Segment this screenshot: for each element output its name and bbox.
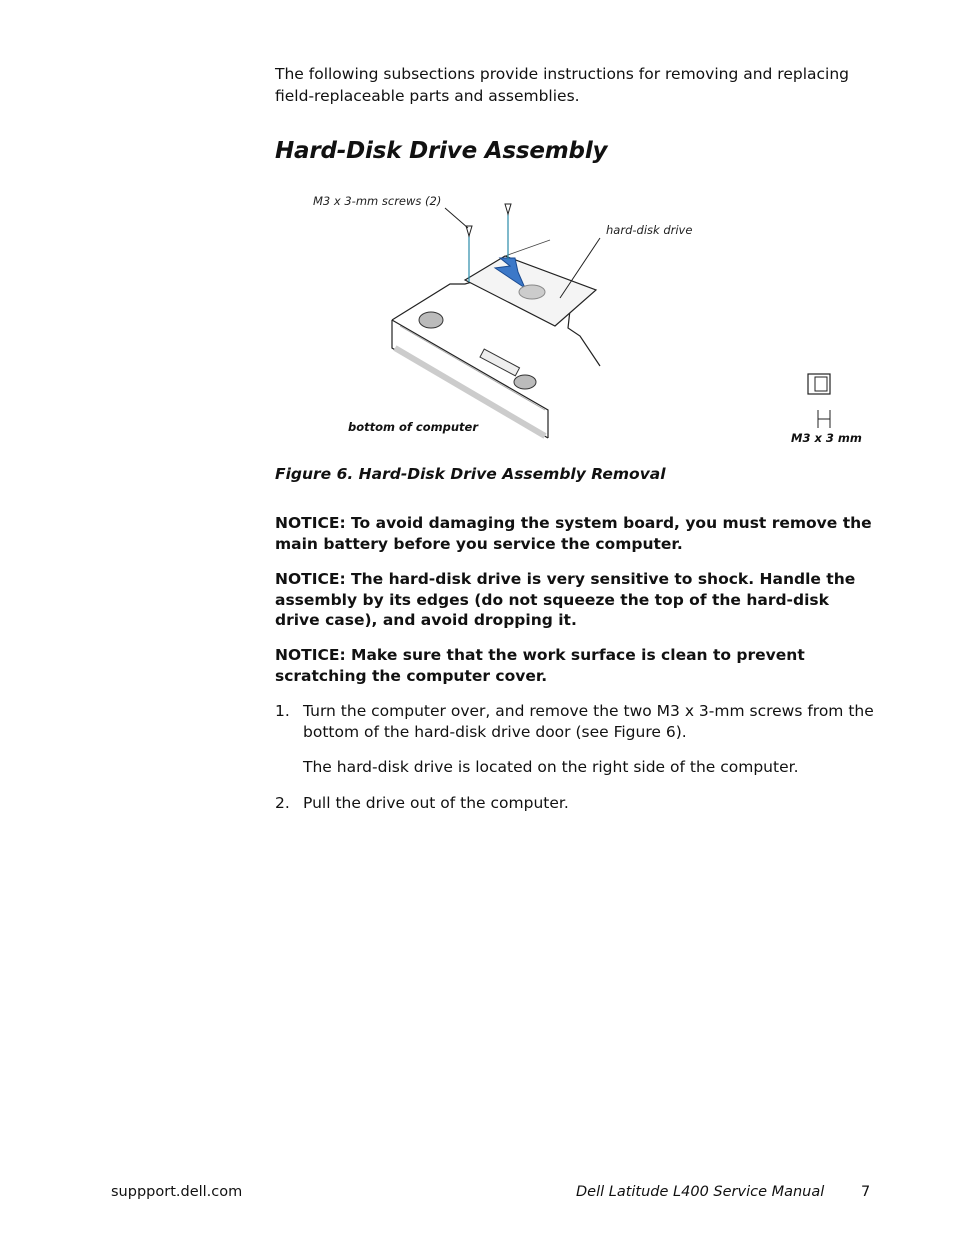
figure-caption: Figure 6. Hard-Disk Drive Assembly Removal (275, 465, 666, 483)
notice-work-surface: NOTICE: Make sure that the work surface is clean to prevent scratching the computer cover. (275, 646, 805, 685)
intro-paragraph: The following subsections provide instructions for removing and replacing field-replaceable parts and assemblies. (275, 65, 850, 105)
footer-page-number: 7 (861, 1184, 871, 1200)
figure-hard-disk-removal (300, 188, 880, 458)
section-heading: Hard-Disk Drive Assembly (275, 138, 608, 164)
step-1 (275, 701, 875, 745)
footer-manual-title: Dell Latitude L400 Service Manual (576, 1184, 825, 1200)
notice-shock: NOTICE: The hard-disk drive is very sensitive to shock. Handle the assembly by its edges (do not squeeze the top of the hard-disk drive case), and avoid dropping it. (275, 570, 856, 629)
hard-disk-diagram (300, 188, 880, 458)
label-screws: M3 x 3-mm screws (2) (313, 194, 442, 208)
label-hard-disk-drive: hard-disk drive (606, 223, 693, 237)
step-text: Turn the computer over, and remove the two M3 x 3-mm screws from the bottom of the hard-disk drive door (see Figure 6). (303, 702, 874, 741)
step-2 (275, 793, 875, 815)
notice-battery: NOTICE: To avoid damaging the system board, you must remove the main battery before you service the computer. (275, 514, 872, 553)
step-number: 2. (275, 794, 290, 812)
label-screw-size: M3 x 3 mm (791, 431, 862, 445)
step-note-text: The hard-disk drive is located on the right side of the computer. (303, 758, 799, 776)
footer-website: suppport.dell.com (111, 1184, 243, 1200)
step-text: Pull the drive out of the computer. (303, 794, 569, 812)
step-number: 1. (275, 702, 290, 720)
label-bottom-of-computer: bottom of computer (348, 420, 479, 434)
step-1-note (275, 757, 875, 779)
